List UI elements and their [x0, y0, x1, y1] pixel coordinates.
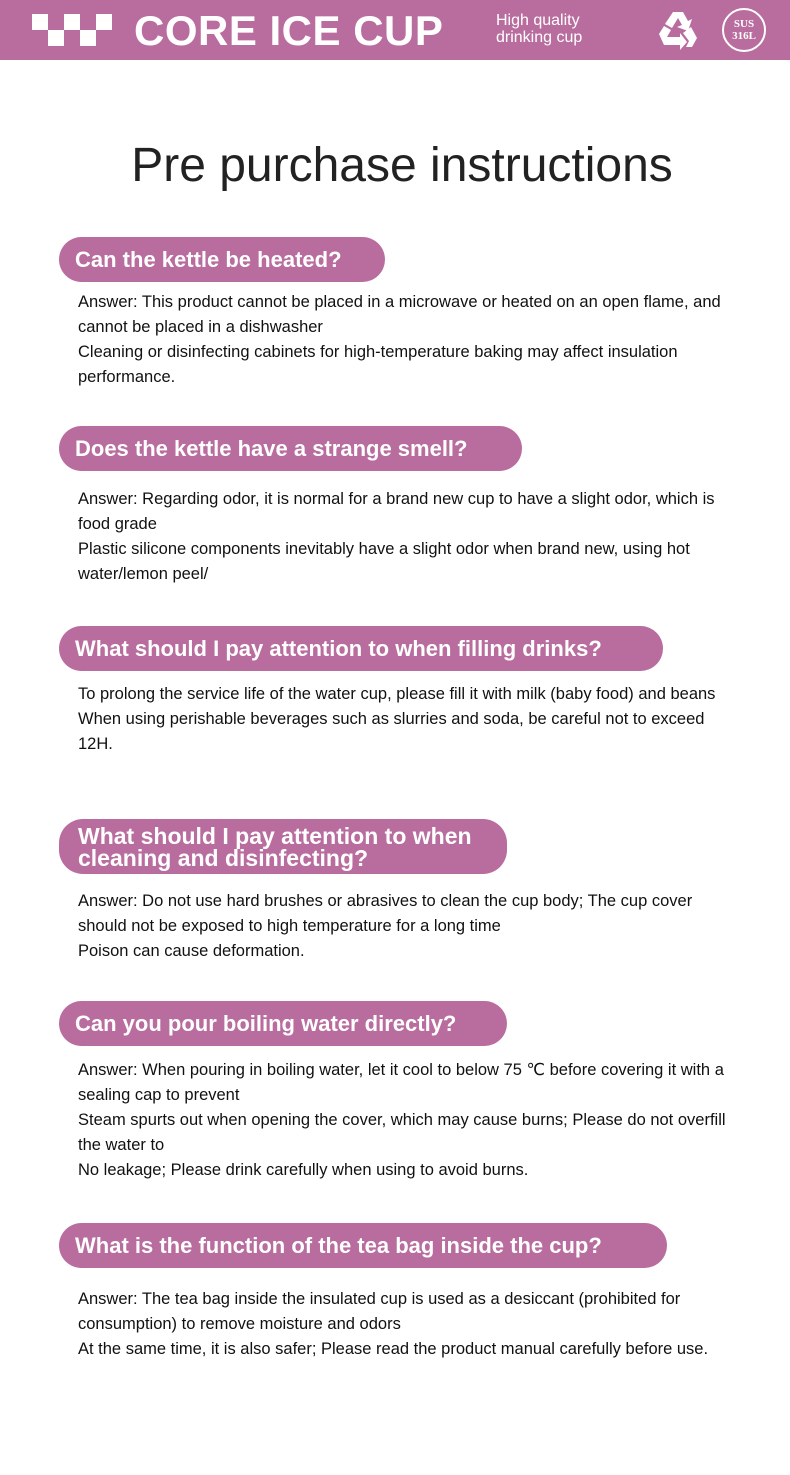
faq-question: Can you pour boiling water directly? — [59, 1001, 507, 1046]
answer-line: Answer: This product cannot be placed in a microwave or heated on an open flame, and cannot be placed in a dishwasher — [78, 293, 721, 336]
sus316l-badge — [722, 8, 766, 52]
answer-line: Poison can cause deformation. — [78, 942, 305, 960]
brand-name: CORE ICE CUP — [134, 7, 444, 54]
header-banner — [0, 0, 790, 60]
tagline-line-1: High quality — [496, 12, 580, 29]
tagline — [496, 12, 626, 46]
faq-question: What should I pay attention to when filling drinks? — [59, 626, 663, 671]
faq-question: Can the kettle be heated? — [59, 237, 385, 282]
faq-answer — [78, 682, 738, 757]
recycle-icon — [655, 7, 701, 53]
faq-answer — [78, 889, 738, 964]
badge-line-1: SUS — [733, 18, 755, 30]
answer-line: No leakage; Please drink carefully when using to avoid burns. — [78, 1161, 529, 1179]
answer-line: Answer: Regarding odor, it is normal for a brand new cup to have a slight odor, which is food grade — [78, 490, 715, 533]
answer-line: Cleaning or disinfecting cabinets for high-temperature baking may affect insulation performance. — [78, 343, 678, 386]
badge-line-2: 316L — [732, 30, 756, 42]
faq-answer — [78, 487, 738, 587]
faq-question: Does the kettle have a strange smell? — [59, 426, 522, 471]
faq-question: What is the function of the tea bag inside the cup? — [59, 1223, 667, 1268]
checkered-logo-icon — [32, 14, 112, 46]
faq-question: What should I pay attention to when cleaning and disinfecting? — [59, 819, 507, 874]
tagline-line-2: drinking cup — [496, 29, 583, 46]
page-title: Pre purchase instructions — [131, 139, 673, 192]
faq-answer — [78, 1058, 738, 1183]
answer-line: When using perishable beverages such as slurries and soda, be careful not to exceed 12H. — [78, 710, 705, 753]
answer-line: Answer: The tea bag inside the insulated cup is used as a desiccant (prohibited for consumption) to remove moisture and odors — [78, 1290, 681, 1333]
answer-line: Steam spurts out when opening the cover, which may cause burns; Please do not overfill the water to — [78, 1111, 726, 1154]
faq-answer — [78, 1287, 738, 1362]
answer-line: Plastic silicone components inevitably have a slight odor when brand new, using hot water/lemon peel/ — [78, 540, 690, 583]
answer-line: To prolong the service life of the water cup, please fill it with milk (baby food) and beans — [78, 685, 716, 703]
answer-line: Answer: When pouring in boiling water, let it cool to below 75 ℃ before covering it with a sealing cap to prevent — [78, 1061, 724, 1104]
answer-line: Answer: Do not use hard brushes or abrasives to clean the cup body; The cup cover should not be exposed to high temperature for a long time — [78, 892, 693, 935]
answer-line: At the same time, it is also safer; Please read the product manual carefully before use. — [78, 1340, 709, 1358]
faq-answer — [78, 290, 738, 390]
